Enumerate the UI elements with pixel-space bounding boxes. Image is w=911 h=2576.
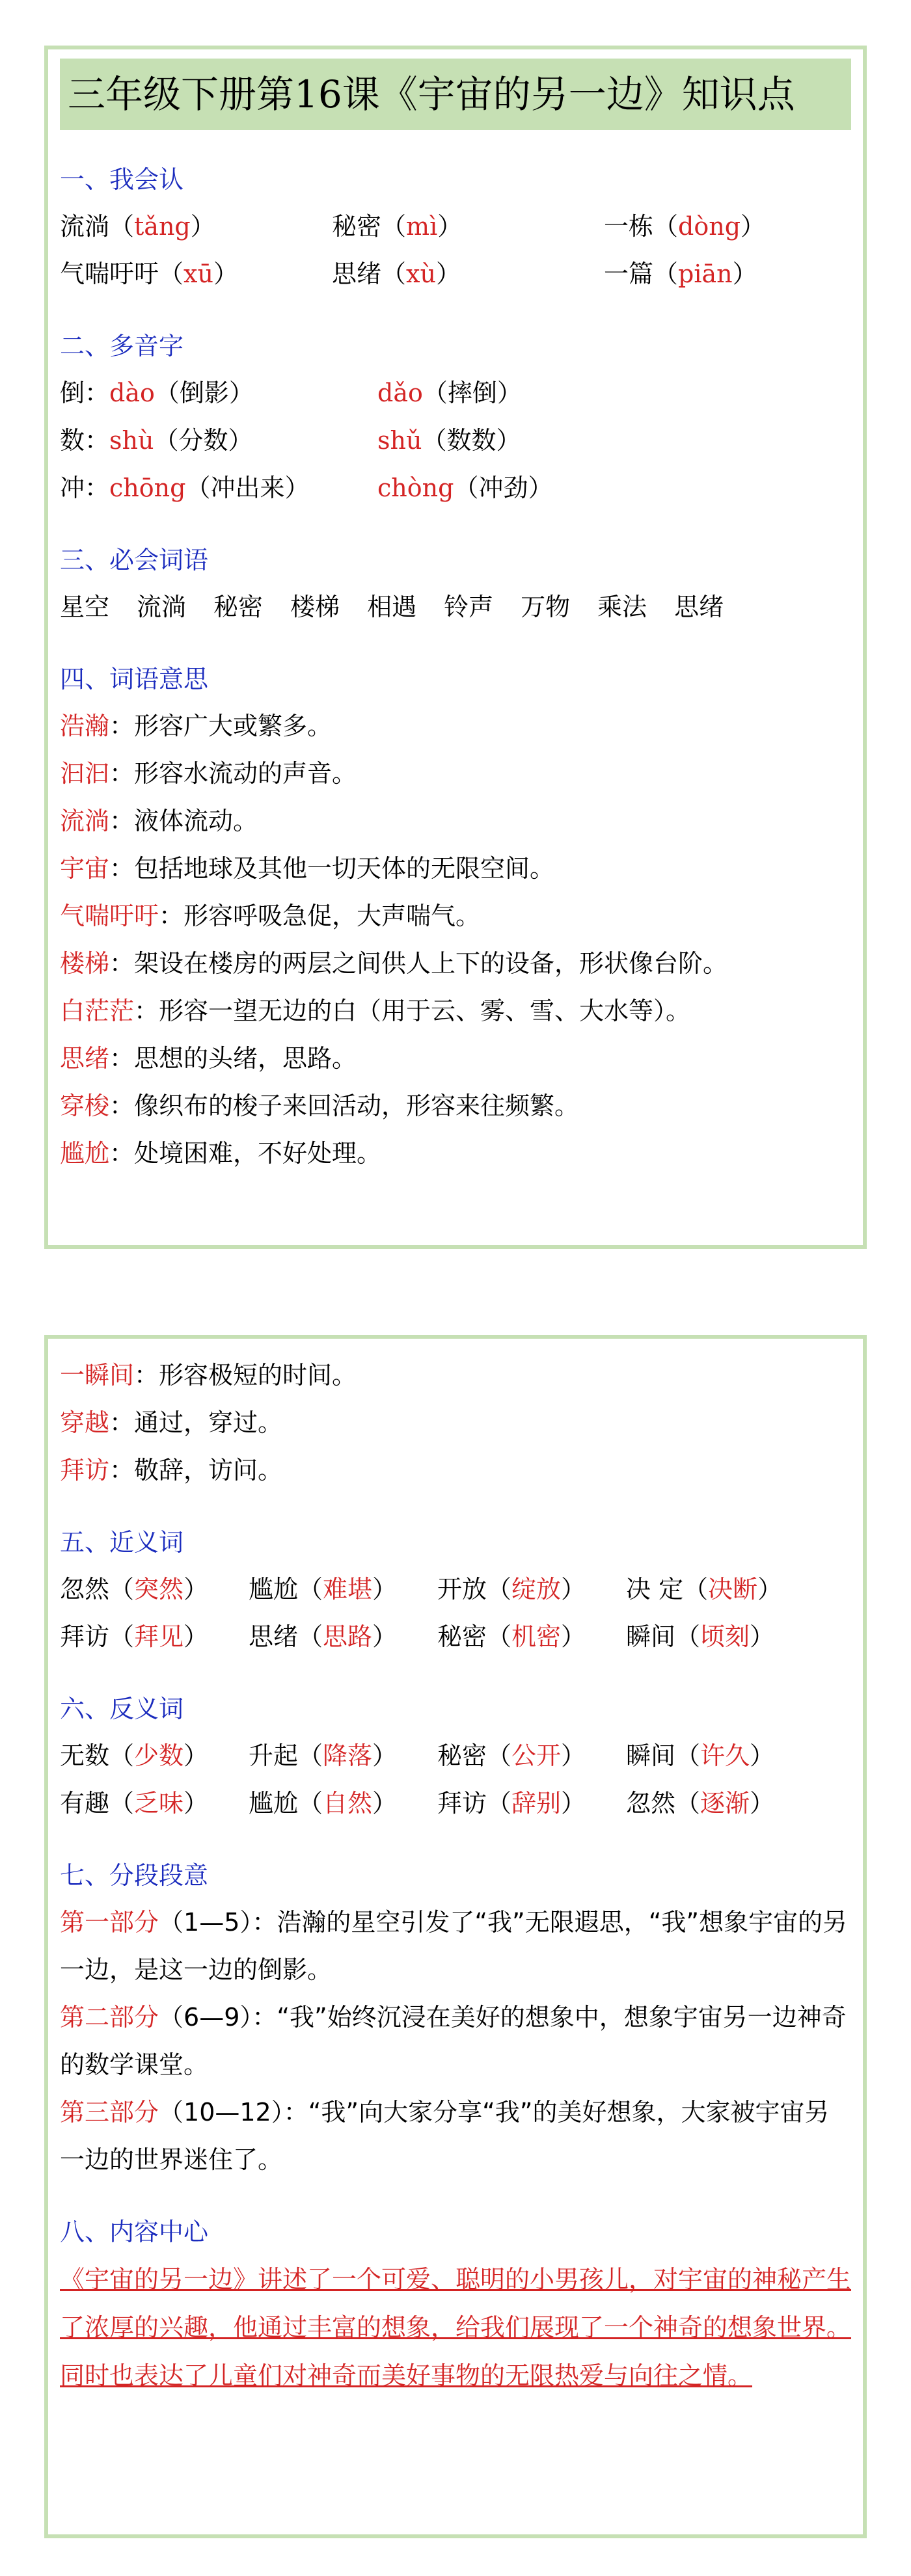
meaning-term: 汩汩: [60, 759, 110, 788]
section-meanings: [60, 656, 851, 1177]
meaning-term: 浩瀚: [60, 712, 110, 740]
section-heading: 二、多音字: [60, 332, 184, 360]
section-heading: 八、内容中心: [60, 2218, 209, 2246]
antonym-row: [60, 1780, 851, 1827]
section-recognize: [60, 156, 851, 298]
meaning-term: 拜访: [60, 1456, 110, 1484]
recognize-item: 一篇（piān）: [604, 260, 757, 288]
polyphone-row: [60, 464, 851, 512]
section-heading: 七、分段段意: [60, 1861, 209, 1890]
meaning-def: ：像织布的梭子来回活动，形容来往频繁。: [109, 1092, 580, 1120]
part-label: 第三部分: [60, 2098, 159, 2127]
meaning-term: 气喘吁吁: [60, 902, 159, 930]
antonym-pair: 秘密（公开）: [437, 1741, 586, 1770]
meaning-def: ：思想的头绪，思路。: [109, 1044, 357, 1073]
antonym-pair: 瞬间（许久）: [626, 1741, 775, 1770]
polyphone-reading-b: shǔ（数数）: [377, 426, 521, 455]
meaning-term: 宇宙: [60, 854, 110, 883]
recognize-item: 秘密（mì）: [332, 212, 463, 241]
synonym-pair: 秘密（机密）: [437, 1622, 586, 1651]
meaning-item: [60, 798, 851, 845]
synonym-pair: 思绪（思路）: [249, 1622, 398, 1651]
polyphone-reading-a: 倒：dào（倒影）: [60, 379, 254, 407]
meaning-term: 穿梭: [60, 1092, 110, 1120]
antonym-pair: 升起（降落）: [249, 1741, 398, 1770]
polyphone-reading-b: dǎo（摔倒）: [377, 379, 522, 407]
page-frame-1: [44, 46, 867, 1249]
section-must-words: [60, 537, 851, 631]
section-heading: 四、词语意思: [60, 665, 209, 693]
word-item: 楼梯: [290, 593, 340, 621]
meaning-item: [60, 845, 851, 892]
antonym-pair: 忽然（逐渐）: [626, 1789, 775, 1818]
section-heading: 一、我会认: [60, 165, 184, 194]
recognize-row: [60, 250, 851, 298]
antonym-row: [60, 1732, 851, 1780]
meaning-def: ：架设在楼房的两层之间供人上下的设备，形状像台阶。: [109, 949, 728, 978]
polyphone-row: [60, 417, 851, 464]
meaning-item: [60, 1447, 851, 1494]
part-label: 第一部分: [60, 1908, 159, 1937]
meaning-term: 一瞬间: [60, 1361, 135, 1389]
word-item: 星空: [60, 593, 110, 621]
synonym-pair: 拜访（拜见）: [60, 1622, 209, 1651]
word-item: 流淌: [137, 593, 187, 621]
meaning-term: 尴尬: [60, 1139, 110, 1168]
meaning-item: [60, 1352, 851, 1399]
meaning-def: ：通过，穿过。: [109, 1408, 283, 1437]
content-summary: 《宇宙的另一边》讲述了一个可爱、聪明的小男孩儿，对宇宙的神秘产生了浓厚的兴趣，他通过丰富的想象，给我们展现了一个神奇的想象世界。同时也表达了儿童们对神奇而美好事物的无限热爱与向往之情。: [60, 2265, 852, 2390]
recognize-item: 气喘吁吁（xū）: [60, 260, 238, 288]
section-paragraphs: [60, 1852, 851, 2184]
section-heading: 六、反义词: [60, 1695, 184, 1723]
section-meanings-continued: [60, 1352, 851, 1494]
recognize-item: 流淌（tǎng）: [60, 212, 215, 241]
section-center: [60, 2208, 851, 2400]
meaning-def: ：液体流动。: [109, 807, 258, 835]
part-text: （6—9）：“我”始终沉浸在美好的想象中，想象宇宙另一边神奇的数学课堂。: [60, 2003, 847, 2079]
antonym-pair: 有趣（乏味）: [60, 1789, 209, 1818]
meaning-item: [60, 1130, 851, 1177]
synonym-pair: 忽然（突然）: [60, 1575, 209, 1603]
paragraph-part: [60, 2089, 851, 2184]
recognize-row: [60, 203, 851, 250]
synonym-row: [60, 1566, 851, 1613]
word-item: 秘密: [213, 593, 264, 621]
paragraph-part: [60, 1994, 851, 2089]
document-title: 三年级下册第16课《宇宙的另一边》知识点: [60, 59, 851, 130]
meaning-item: [60, 703, 851, 750]
meaning-def: ：形容广大或繁多。: [109, 712, 333, 740]
meaning-def: ：处境困难，不好处理。: [109, 1139, 382, 1168]
meaning-def: ：包括地球及其他一切天体的无限空间。: [109, 854, 555, 883]
word-item: 万物: [521, 593, 571, 621]
section-antonyms: [60, 1685, 851, 1827]
synonym-row: [60, 1613, 851, 1661]
synonym-pair: 开放（绽放）: [437, 1575, 586, 1603]
section-heading: 三、必会词语: [60, 546, 209, 574]
word-item: 思绪: [674, 593, 724, 621]
synonym-pair: 瞬间（顷刻）: [626, 1622, 775, 1651]
meaning-def: ：形容极短的时间。: [134, 1361, 357, 1389]
section-heading: 五、近义词: [60, 1528, 184, 1557]
antonym-pair: 尴尬（自然）: [249, 1789, 398, 1818]
polyphone-reading-b: chòng（冲劲）: [377, 474, 553, 502]
recognize-item: 一栋（dòng）: [604, 212, 766, 241]
meaning-item: [60, 1035, 851, 1082]
word-item: 乘法: [597, 593, 647, 621]
polyphone-reading-a: 冲：chōng（冲出来）: [60, 474, 310, 502]
meaning-term: 流淌: [60, 807, 110, 835]
synonym-pair: 决 定（决断）: [626, 1575, 783, 1603]
meaning-item: [60, 750, 851, 798]
recognize-item: 思绪（xù）: [332, 260, 461, 288]
paragraph-part: [60, 1899, 851, 1994]
polyphone-row: [60, 369, 851, 417]
antonym-pair: 无数（少数）: [60, 1741, 209, 1770]
meaning-item: [60, 1082, 851, 1130]
meaning-item: [60, 987, 851, 1035]
word-item: 相遇: [367, 593, 417, 621]
meaning-item: [60, 1399, 851, 1447]
page-frame-2: [44, 1335, 867, 2538]
polyphone-reading-a: 数：shù（分数）: [60, 426, 253, 455]
meaning-def: ：形容一望无边的白（用于云、雾、雪、大水等）。: [134, 997, 691, 1025]
meaning-item: [60, 892, 851, 940]
part-text: （1—5）：浩瀚的星空引发了“我”无限遐思，“我”想象宇宙的另一边，是这一边的倒影。: [60, 1908, 848, 1984]
synonym-pair: 尴尬（难堪）: [249, 1575, 398, 1603]
section-polyphones: [60, 323, 851, 512]
meaning-term: 穿越: [60, 1408, 110, 1437]
meaning-def: ：敬辞，访问。: [109, 1456, 283, 1484]
word-item: 铃声: [444, 593, 494, 621]
meaning-item: [60, 940, 851, 987]
meaning-term: 白茫茫: [60, 997, 135, 1025]
meaning-term: 思绪: [60, 1044, 110, 1073]
part-text: （10—12）：“我”向大家分享“我”的美好想象，大家被宇宙另一边的世界迷住了。: [60, 2098, 830, 2174]
meaning-term: 楼梯: [60, 949, 110, 978]
part-label: 第二部分: [60, 2003, 159, 2032]
meaning-def: ：形容呼吸急促，大声喘气。: [159, 902, 481, 930]
must-words-row: [60, 584, 851, 631]
section-synonyms: [60, 1519, 851, 1661]
antonym-pair: 拜访（辞别）: [437, 1789, 586, 1818]
meaning-def: ：形容水流动的声音。: [109, 759, 357, 788]
